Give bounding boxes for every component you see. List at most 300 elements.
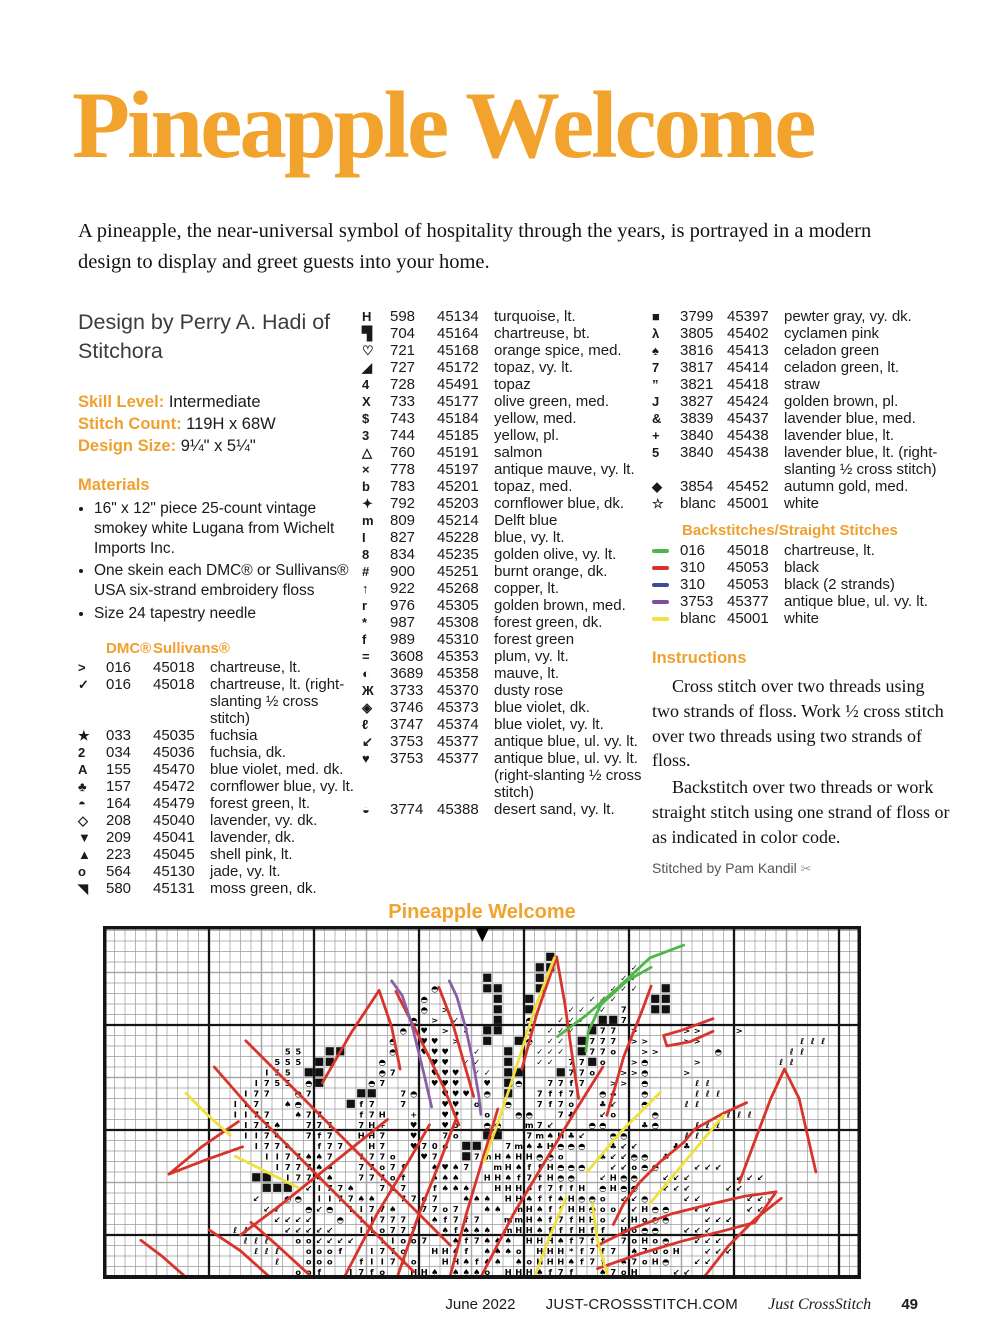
- key-sul: 45377: [437, 750, 479, 767]
- stitch-symbol: 5: [295, 1046, 302, 1057]
- key-nm: blue violet, dk.: [494, 699, 590, 716]
- key-nm: orange spice, med.: [494, 342, 622, 359]
- stitch-symbol: ◓: [630, 1183, 638, 1194]
- stitch-symbol: f: [537, 1172, 542, 1183]
- stitch-symbol: ♠: [525, 1193, 533, 1204]
- stitch-symbol: ↙: [693, 1193, 701, 1204]
- stitch-symbol: ♥: [420, 1036, 428, 1047]
- materials-list: [78, 499, 362, 624]
- stitch-symbol: m: [493, 1162, 503, 1173]
- key-dmc: 564: [106, 862, 132, 880]
- key-dmc: 744: [390, 427, 416, 444]
- stitch-symbol: H: [630, 1267, 638, 1278]
- stitch-symbol: ↙: [620, 1162, 628, 1173]
- key-sym: ♡: [362, 343, 374, 358]
- stitch-symbol: 5: [295, 1057, 302, 1068]
- stitch-symbol: ℓ: [737, 1109, 742, 1120]
- stitch-symbol: ℓ: [254, 1235, 259, 1246]
- stitch-symbol: 7: [589, 1246, 596, 1257]
- key-sul: 45164: [437, 325, 479, 342]
- stitch-block: [578, 1037, 586, 1045]
- stitch-symbol: 7: [305, 1088, 312, 1099]
- key-row: [652, 359, 952, 376]
- stitch-symbol: >: [683, 1036, 691, 1047]
- stitch-symbol: 7: [368, 1109, 375, 1120]
- stitch-symbol: f: [464, 1235, 469, 1246]
- stitch-symbol: H: [546, 1256, 554, 1267]
- stitch-symbol: ↙: [725, 1246, 733, 1257]
- stitch-block: [273, 1184, 281, 1192]
- key-sym: *: [362, 615, 368, 630]
- key-row: [78, 676, 362, 727]
- stitch-symbol: o: [389, 1151, 396, 1162]
- stitch-symbol: 7: [473, 1235, 480, 1246]
- stitch-symbol: 7: [620, 1235, 627, 1246]
- stitch-symbol: ✓: [557, 1015, 565, 1026]
- backstitch-color-swatch: [652, 600, 669, 604]
- stitch-symbol: H: [536, 1246, 544, 1257]
- key-sym: ♣: [78, 778, 87, 794]
- byline: Design by Perry A. Hadi of Stitchora: [78, 310, 331, 364]
- stitch-symbol: ◓: [525, 1015, 533, 1026]
- stitch-symbol: ↙: [599, 1172, 607, 1183]
- key-dmc: 743: [390, 410, 416, 427]
- stitch-symbol: ♠: [284, 1099, 292, 1110]
- stitch-symbol: ↙: [609, 1162, 617, 1173]
- stitch-symbol: ↙: [315, 1235, 323, 1246]
- stitch-symbol: 7: [431, 1204, 438, 1215]
- stitch-symbol: H: [368, 1130, 376, 1141]
- stitch-symbol: f: [558, 1204, 563, 1215]
- stitch-symbol: 7: [400, 1099, 407, 1110]
- stitch-symbol: ♠: [326, 1172, 334, 1183]
- key-nm: shell pink, lt.: [210, 845, 293, 863]
- key-sul: 45418: [727, 376, 769, 393]
- stitch-symbol: ♣: [641, 1120, 649, 1131]
- key-sym: 5: [652, 445, 660, 460]
- key-sym: ”: [652, 377, 659, 392]
- stitch-symbol: ◓: [525, 1036, 533, 1047]
- stitch-symbol: ♠: [483, 1246, 491, 1257]
- key-dmc: 3689: [390, 665, 424, 682]
- stitch-symbol: H: [420, 1267, 428, 1278]
- key-nm: forest green, lt.: [210, 794, 311, 812]
- stitch-symbol: H: [578, 1204, 586, 1215]
- stitch-symbol: o: [641, 1256, 648, 1267]
- key-row: [362, 733, 644, 750]
- stitch-symbol: ↙: [683, 1225, 691, 1236]
- key-header: DMC® Sullivans®: [106, 639, 230, 657]
- key-nm: golden olive, vy. lt.: [494, 546, 617, 563]
- stitch-symbol: H: [567, 1193, 575, 1204]
- stitch-symbol: o: [568, 1099, 575, 1110]
- stitch-symbol: 7: [557, 1214, 564, 1225]
- key-sym: 3: [362, 428, 370, 443]
- stitch-block: [483, 984, 491, 992]
- key-dmc: 922: [390, 580, 416, 597]
- stitch-symbol: ℓ: [275, 1256, 280, 1267]
- key-dmc: 3608: [390, 648, 424, 665]
- stitch-symbol: ♥: [441, 1057, 449, 1068]
- stitch-symbol: ♥: [410, 1130, 418, 1141]
- stitch-symbol: ✓: [557, 1036, 565, 1047]
- key-sym: ↙: [362, 734, 373, 749]
- key-row: [362, 512, 644, 529]
- stitch-symbol: ↙: [326, 1235, 334, 1246]
- key-dmc: 704: [390, 325, 416, 342]
- stitch-symbol: ✓: [546, 1025, 554, 1036]
- key-sym: b: [362, 479, 370, 494]
- key-sul: 45353: [437, 648, 479, 665]
- key-nm: fuchsia: [210, 726, 258, 744]
- key-dmc: 760: [390, 444, 416, 461]
- stitch-symbol: ✓: [546, 1057, 554, 1068]
- key-sul: 45040: [153, 811, 195, 829]
- stitch-symbol: ◓: [536, 1151, 544, 1162]
- stitch-symbol: 7: [536, 1120, 543, 1131]
- stitch-symbol: ↙: [756, 1204, 764, 1215]
- key-dmc: blanc: [680, 495, 716, 512]
- stitch-symbol: I: [244, 1088, 248, 1099]
- stitch-symbol: ◓: [588, 1120, 596, 1131]
- stitch-symbol: o: [610, 1204, 617, 1215]
- stitch-symbol: H: [494, 1183, 502, 1194]
- stitch-symbol: I: [370, 1214, 374, 1225]
- stitch-symbol: ◓: [420, 1004, 428, 1015]
- stitch-symbol: ♥: [410, 1120, 418, 1131]
- stitch-symbol: ♠: [441, 1183, 449, 1194]
- stitch-symbol: ↙: [704, 1162, 712, 1173]
- stitch-symbol: >: [620, 1078, 628, 1089]
- stitch-symbol: ♠: [546, 1130, 554, 1141]
- stitch-block: [515, 1037, 523, 1045]
- key-sul: 45191: [437, 444, 479, 461]
- stitch-symbol: ✓: [588, 994, 596, 1005]
- stitch-symbol: H: [672, 1246, 680, 1257]
- stitch-symbol: f: [327, 1120, 332, 1131]
- key-dmc: 778: [390, 461, 416, 478]
- stitch-symbol: 7: [589, 1256, 596, 1267]
- stitch-symbol: ◓: [641, 1099, 649, 1110]
- stitch-symbol: ↙: [693, 1162, 701, 1173]
- stitch-symbol: ♠: [462, 1267, 470, 1278]
- key-row: [652, 478, 952, 495]
- stitch-symbol: ◓: [641, 1225, 649, 1236]
- stitch-symbol: H: [641, 1204, 649, 1215]
- stitch-symbol: 7: [316, 1120, 323, 1131]
- backstitch-sul: 45018: [727, 542, 769, 559]
- key-sul: 45472: [153, 777, 195, 795]
- key-sym: >: [78, 659, 86, 675]
- stitch-symbol: f: [453, 1225, 458, 1236]
- stitch-symbol: ◓: [431, 983, 439, 994]
- stitch-symbol: 7: [295, 1151, 302, 1162]
- cross-stitch-chart: [103, 926, 861, 1279]
- stitch-symbol: 7: [526, 1130, 533, 1141]
- stitch-symbol: 7: [368, 1204, 375, 1215]
- stitch-symbol: ♠: [630, 1246, 638, 1257]
- stitch-symbol: ◓: [389, 1036, 397, 1047]
- stitch-symbol: ↙: [746, 1172, 754, 1183]
- stitch-symbol: ♠: [483, 1204, 491, 1215]
- stitch-symbol: ↙: [704, 1246, 712, 1257]
- stitch-symbol: o: [295, 1235, 302, 1246]
- stitch-symbol: ✓: [630, 973, 638, 984]
- key-sul: 45358: [437, 665, 479, 682]
- stitch-symbol: ℓ: [800, 1036, 805, 1047]
- stitch-symbol: ♣: [599, 1151, 607, 1162]
- stitch-symbol: ◓: [588, 1193, 596, 1204]
- material-item: • Size 24 tapestry needle: [94, 604, 362, 624]
- key-sym: ◆: [652, 479, 662, 494]
- stitch-symbol: ↙: [683, 1172, 691, 1183]
- stitch-symbol: H: [494, 1172, 502, 1183]
- stitch-symbol: 7: [326, 1130, 333, 1141]
- stitch-symbol: ♠: [504, 1172, 512, 1183]
- key-sym: ♥: [362, 751, 370, 766]
- stitch-symbol: ℓ: [275, 1246, 280, 1257]
- stitch-symbol: ♠: [473, 1225, 481, 1236]
- key-dmc: 034: [106, 743, 132, 761]
- stitch-symbol: f: [579, 1256, 584, 1267]
- stitch-symbol: f: [317, 1267, 322, 1278]
- stitch-block: [588, 1058, 596, 1066]
- stitch-symbol: ↙: [693, 1256, 701, 1267]
- key-dmc: 223: [106, 845, 132, 863]
- stitch-symbol: f: [464, 1246, 469, 1257]
- stitch-symbol: 7: [599, 1046, 606, 1057]
- stitch-symbol: ◓: [368, 1078, 376, 1089]
- stitch-symbol: f: [600, 1246, 605, 1257]
- stitch-symbol: 7: [400, 1088, 407, 1099]
- key-sym: m: [362, 513, 374, 528]
- stitch-symbol: I: [317, 1183, 321, 1194]
- stitch-symbol: 7: [599, 1036, 606, 1047]
- key-row: [652, 342, 952, 359]
- key-sul: 45172: [437, 359, 479, 376]
- stitch-symbol: o: [599, 1204, 606, 1215]
- stitch-symbol: f: [590, 1235, 595, 1246]
- stitch-block: [462, 1142, 470, 1150]
- key-sym: ◈: [362, 700, 372, 715]
- key-dmc: 3746: [390, 699, 424, 716]
- key-nm: golden brown, pl.: [784, 393, 899, 410]
- stitch-symbol: 7: [284, 1162, 291, 1173]
- stitch-symbol: ◓: [662, 1256, 670, 1267]
- key-column-3: [652, 308, 952, 512]
- key-sym: ✓: [78, 676, 89, 692]
- key-sym: $: [362, 411, 370, 426]
- key-sym: ◐: [362, 666, 370, 681]
- stitch-symbol: 7: [337, 1141, 344, 1152]
- backstitch-color-swatch: [652, 549, 669, 553]
- stitch-symbol: 7: [410, 1225, 417, 1236]
- stitch-symbol: I: [254, 1078, 258, 1089]
- intro-paragraph: A pineapple, the near-universal symbol of hospitality through the years, is portrayed in a modern design to display and greet guests into your home.: [78, 220, 872, 273]
- stitch-symbol: ℓ: [810, 1036, 815, 1047]
- stitch-symbol: ◓: [546, 1151, 554, 1162]
- key-nm: salmon: [494, 444, 543, 461]
- stitch-symbol: ◓: [620, 1130, 628, 1141]
- stitch-symbol: o: [515, 1246, 522, 1257]
- stitch-symbol: ↙: [630, 1141, 638, 1152]
- stitch-symbol: ♠: [494, 1256, 502, 1267]
- stitch-symbol: ◓: [567, 1141, 575, 1152]
- key-sul: 45177: [437, 393, 479, 410]
- stitch-symbol: ✓: [620, 973, 628, 984]
- stitch-symbol: ℓ: [779, 1057, 784, 1068]
- stitch-symbol: ℓ: [747, 1109, 752, 1120]
- stitch-symbol: ✓: [557, 1046, 565, 1057]
- stitch-symbol: m: [535, 1130, 545, 1141]
- stitch-symbol: ◓: [641, 1151, 649, 1162]
- key-column-1: [78, 659, 362, 897]
- stitch-symbol: 7: [463, 1162, 470, 1173]
- key-row: [78, 880, 362, 897]
- stitch-symbol: 7: [473, 1151, 480, 1162]
- instructions-p1: Cross stitch over two threads using two strands of floss. Work ½ cross stitch over two threads using two strands of floss.: [652, 676, 944, 771]
- key-dmc: 3805: [680, 325, 714, 342]
- stitch-symbol: 7: [473, 1214, 480, 1225]
- stitch-symbol: ◓: [483, 1088, 491, 1099]
- stitch-symbol: ◓: [567, 1172, 575, 1183]
- stitch-symbol: m: [503, 1225, 513, 1236]
- stitch-symbol: 7: [379, 1172, 386, 1183]
- stitch-symbol: o: [484, 1267, 491, 1278]
- stitch-symbol: ↙: [704, 1225, 712, 1236]
- key-row: [362, 614, 644, 631]
- stitch-symbol: ↙: [693, 1204, 701, 1215]
- stitch-symbol: ♠: [483, 1193, 491, 1204]
- stitch-symbol: 7: [368, 1151, 375, 1162]
- stitch-symbol: ✓: [578, 1004, 586, 1015]
- stitch-block: [315, 1058, 323, 1066]
- stitch-symbol: ♠: [536, 1267, 544, 1278]
- backstitch-sul: 45053: [727, 559, 769, 576]
- stitch-symbol: 7: [400, 1214, 407, 1225]
- key-dmc: 733: [390, 393, 416, 410]
- stitch-symbol: ↙: [714, 1246, 722, 1257]
- stitch-symbol: ℓ: [264, 1246, 269, 1257]
- stitch-symbol: ♠: [536, 1225, 544, 1236]
- key-sul: 45041: [153, 828, 195, 846]
- stitch-symbol: 7: [347, 1193, 354, 1204]
- stitch-symbol: ↙: [336, 1235, 344, 1246]
- key-dmc: 016: [106, 658, 132, 676]
- stitch-symbol: f: [537, 1162, 542, 1173]
- key-dmc: 827: [390, 529, 416, 546]
- stitch-symbol: 7: [316, 1109, 323, 1120]
- stitch-symbol: ♥: [410, 1141, 418, 1152]
- key-nm: forest green, dk.: [494, 614, 603, 631]
- stitch-symbol: ◓: [588, 1204, 596, 1215]
- key-sul: 45310: [437, 631, 479, 648]
- stitch-symbol: ✓: [546, 1046, 554, 1057]
- stitch-symbol: o: [316, 1246, 323, 1257]
- stitch-symbol: 7: [452, 1214, 459, 1225]
- stitch-symbol: ◓: [578, 1193, 586, 1204]
- key-sul: 45131: [153, 879, 195, 897]
- stitch-symbol: f: [527, 1162, 532, 1173]
- stitch-symbol: ↙: [672, 1267, 680, 1278]
- key-sym: ▲: [78, 846, 91, 862]
- stitch-symbol: ↙: [683, 1193, 691, 1204]
- stitch-symbol: f: [317, 1141, 322, 1152]
- key-row: [362, 325, 644, 342]
- key-nm: fuchsia, dk.: [210, 743, 286, 761]
- stitch-symbol: ℓ: [716, 1120, 721, 1131]
- key-sym: &: [652, 411, 662, 426]
- stitch-symbol: ◓: [599, 1120, 607, 1131]
- stitch-symbol: 7: [263, 1130, 270, 1141]
- key-sul: 45438: [727, 444, 769, 461]
- skill-level: Skill Level: Intermediate: [78, 393, 261, 412]
- stitch-symbol: f: [590, 1225, 595, 1236]
- stitch-symbol: H: [620, 1225, 628, 1236]
- backstitch-nm: black (2 strands): [784, 576, 895, 593]
- footer-date: June 2022: [445, 1296, 516, 1313]
- stitch-symbol: ℓ: [789, 1057, 794, 1068]
- key-sul: 45268: [437, 580, 479, 597]
- stitched-by-credit: Stitched by Pam Kandil ✂: [652, 859, 812, 876]
- stitch-symbol: 5: [284, 1046, 291, 1057]
- stitch-symbol: 7: [421, 1235, 428, 1246]
- key-sul: 45018: [153, 675, 195, 693]
- stitch-symbol: ◓: [662, 1214, 670, 1225]
- stitch-symbol: ♥: [441, 1099, 449, 1110]
- stitch-symbol: ♠: [431, 1172, 439, 1183]
- key-nm: chartreuse, lt. (right-slanting ½ cross stitch): [210, 675, 345, 727]
- stitch-symbol: I: [380, 1256, 384, 1267]
- stitch-symbol: ↙: [315, 1204, 323, 1215]
- stitch-symbol: ◓: [483, 1120, 491, 1131]
- key-sul: 45452: [727, 478, 769, 495]
- stitch-symbol: H: [609, 1183, 617, 1194]
- stitch-symbol: o: [326, 1256, 333, 1267]
- stitch-symbol: m: [503, 1214, 513, 1225]
- key-dmc: 721: [390, 342, 416, 359]
- stitch-symbol: f: [359, 1099, 364, 1110]
- stitch-symbol: ◓: [557, 1141, 565, 1152]
- stitch-symbol: H: [431, 1246, 439, 1257]
- stitch-symbol: 7: [620, 1015, 627, 1026]
- key-dmc: 728: [390, 376, 416, 393]
- stitch-symbol: 7: [389, 1214, 396, 1225]
- stitch-symbol: o: [389, 1183, 396, 1194]
- stitch-symbol: H: [441, 1246, 449, 1257]
- stitch-block: [651, 995, 659, 1003]
- stitch-symbol: ↙: [735, 1183, 743, 1194]
- key-row: [78, 778, 362, 795]
- stitch-block: [494, 1026, 502, 1034]
- stitch-symbol: H: [567, 1204, 575, 1215]
- stitch-symbol: H: [452, 1256, 460, 1267]
- stitch-symbol: ↙: [273, 1204, 281, 1215]
- stitch-symbol: ↙: [305, 1183, 313, 1194]
- key-nm: autumn gold, med.: [784, 478, 909, 495]
- stitch-symbol: f: [569, 1078, 574, 1089]
- stitch-symbol: I: [349, 1204, 353, 1215]
- stitch-symbol: 7: [368, 1162, 375, 1173]
- key-dmc: 208: [106, 811, 132, 829]
- stitch-symbol: ℓ: [705, 1078, 710, 1089]
- key-sul: 45001: [727, 495, 769, 512]
- stitch-symbol: ◓: [651, 1214, 659, 1225]
- key-sul: 45134: [437, 308, 479, 325]
- stitch-symbol: 7: [578, 1057, 585, 1068]
- stitch-symbol: 7: [358, 1162, 365, 1173]
- key-dmc: 3827: [680, 393, 714, 410]
